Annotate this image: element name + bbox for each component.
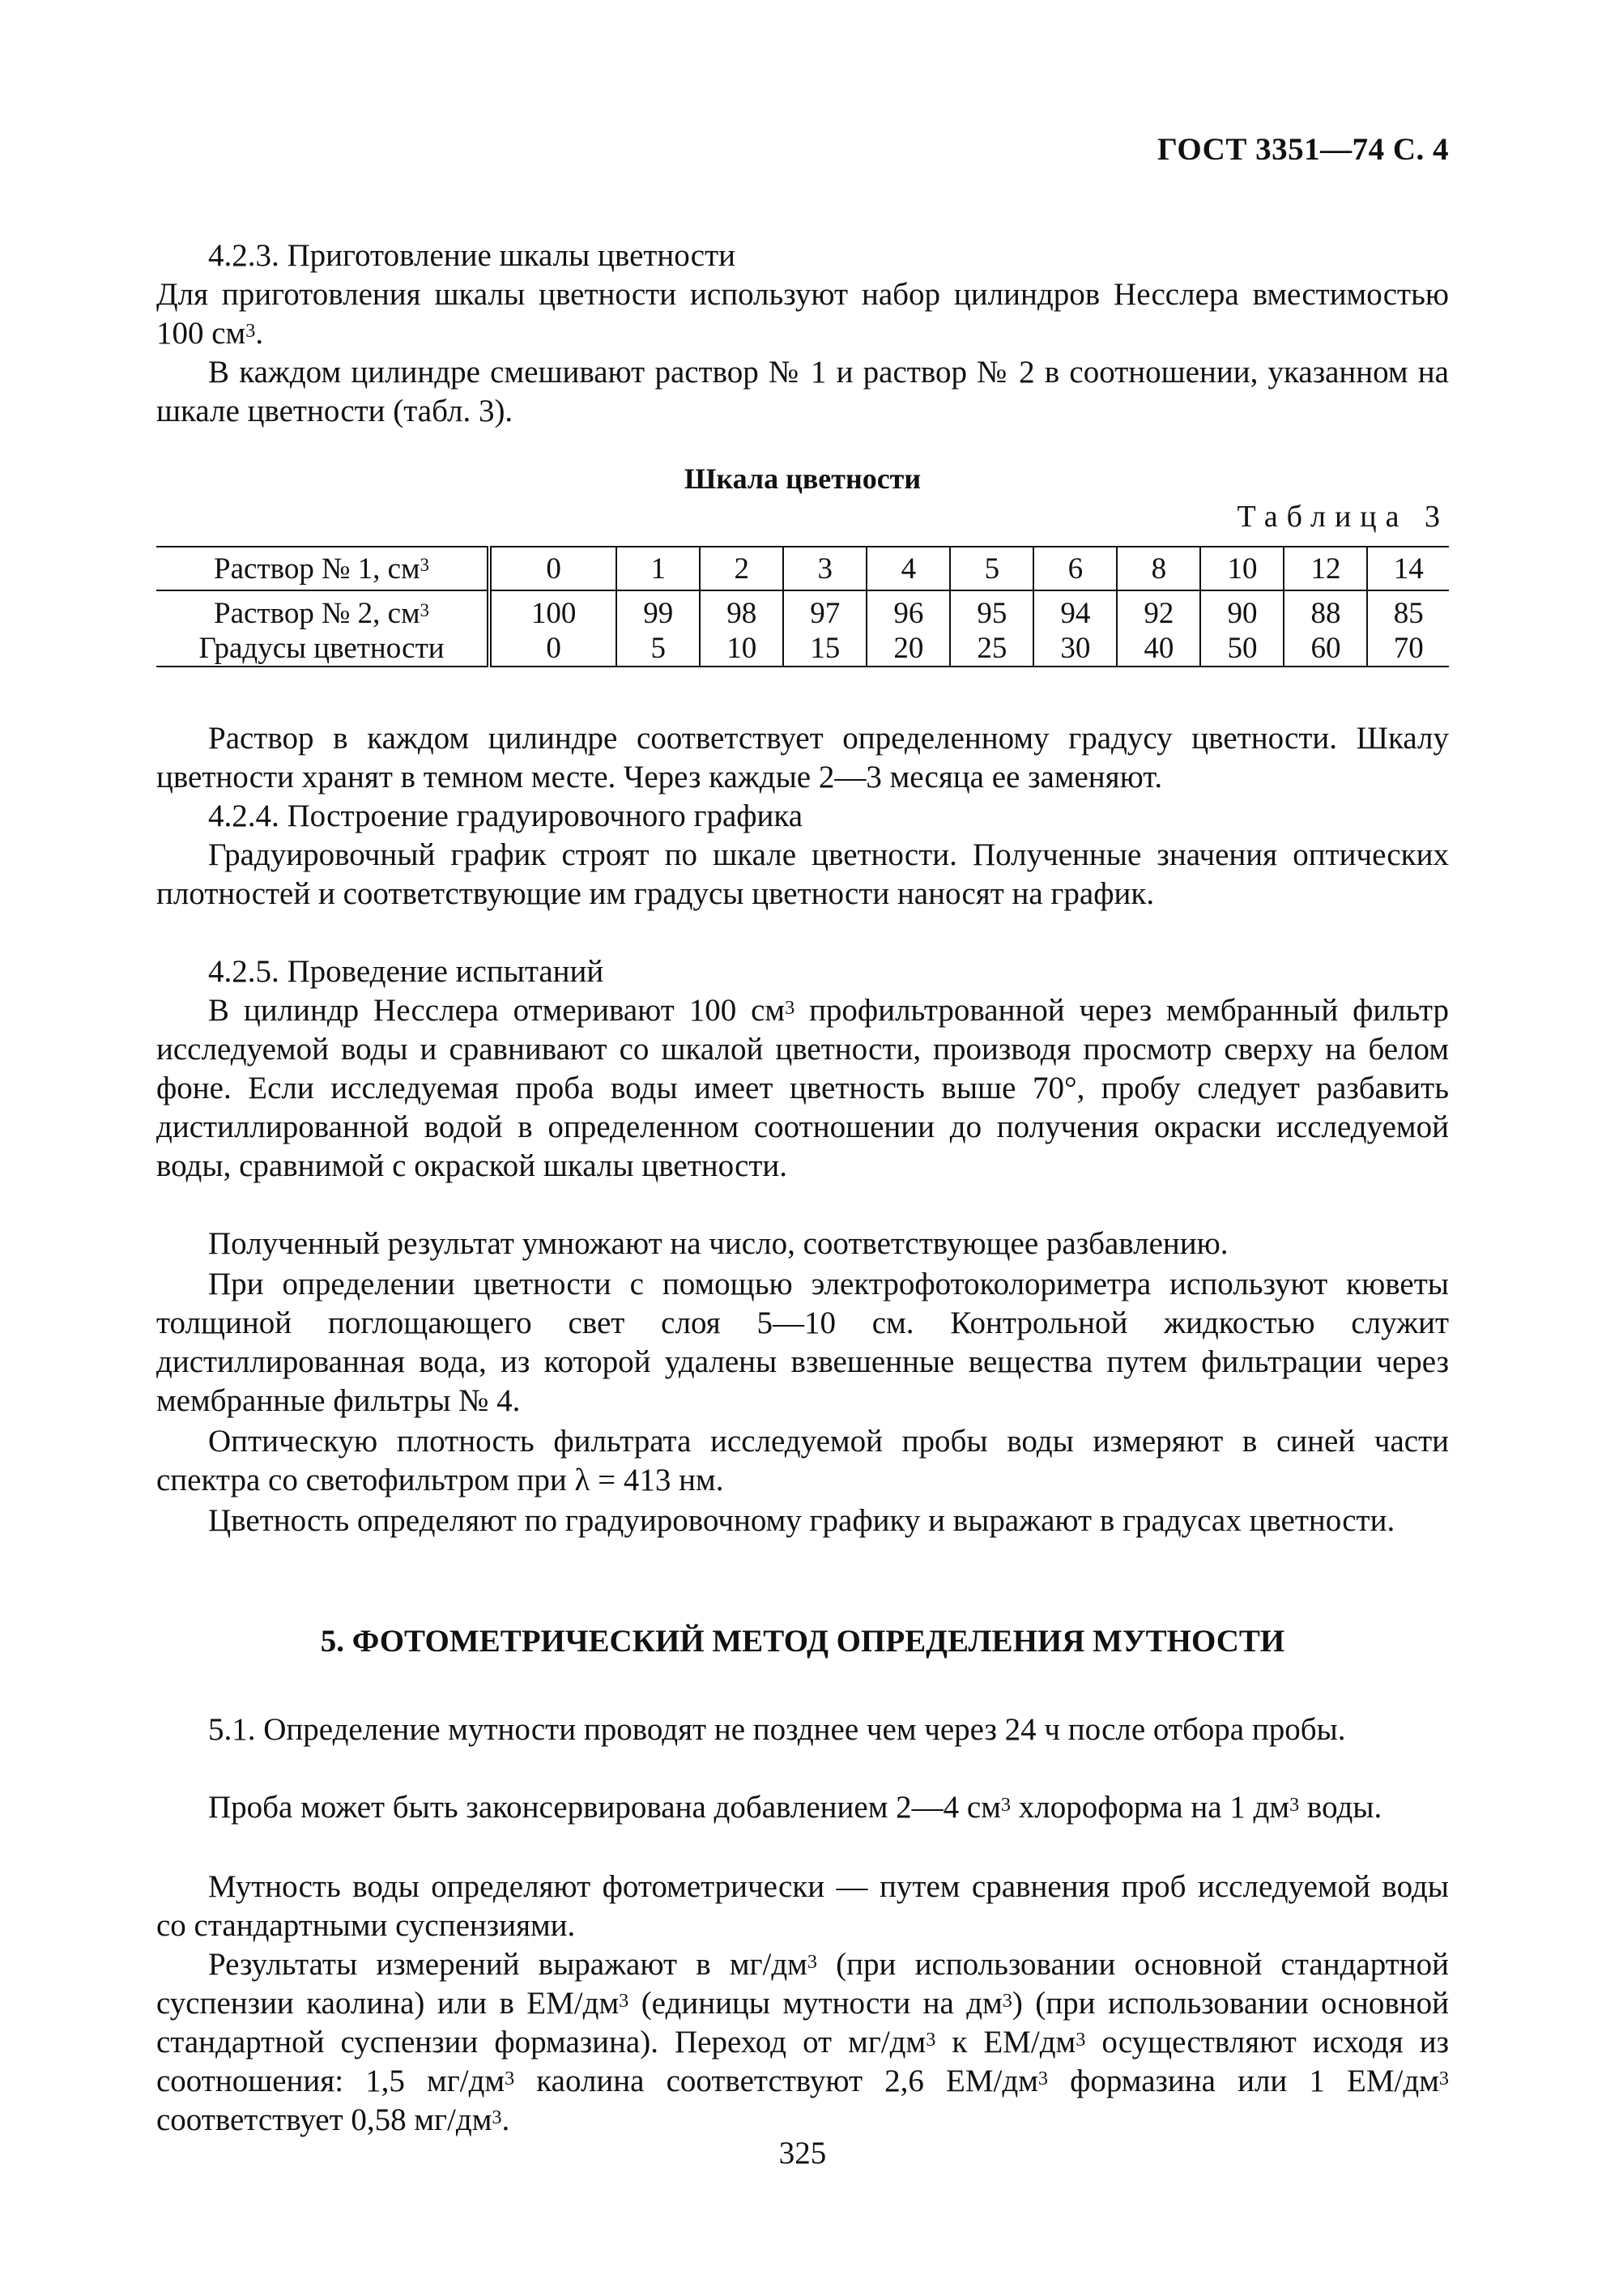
section-5-paragraph-1: 5.1. Определение мутности проводят не позднее чем через 24 ч после отбора пробы. <box>208 1712 1346 1747</box>
table-header-row <box>156 547 1449 590</box>
after-table-paragraph: Раствор в каждом цилиндре соответствует определенному градусу цветности. Шкалу цветности хранят в темном месте. Через каждые 2—3 месяца ее заменяют. <box>156 721 1449 794</box>
table-cell: 88 <box>1284 590 1367 631</box>
section-4-2-5-paragraph-2: Полученный результат умножают на число, соответствующее разбавлению. <box>208 1226 1229 1261</box>
table-header-cell: 3 <box>783 547 867 590</box>
table-cell: 99 <box>616 590 700 631</box>
section-4-2-5-paragraph-4: Оптическую плотность фильтрата исследуемой пробы воды измеряют в синей части спектра со светофильтром при λ = 413 нм. <box>156 1424 1449 1497</box>
section-4-2-5-paragraph-1: В цилиндр Несслера отмеривают 100 $см^3$ профильтрованной через мембранный фильтр исследуемой воды и сравнивают со шкалой цветности, производя просмотр сверху на белом фоне. Если исследуемая проба воды имеет цветность выше 70°, пробу следует разбавить дистиллированной водой в определенном соотношении до получения окраски исследуемой воды, сравнимой с окраской шкалы цветности. <box>156 993 1449 1183</box>
section-5-paragraph-3: Мутность воды определяют фотометрически — путем сравнения проб исследуемой воды со стандартными суспензиями. <box>156 1869 1449 1943</box>
table-header-cell: 0 <box>489 547 616 590</box>
table-cell: 40 <box>1117 631 1200 667</box>
table-row-label: Градусы цветности <box>156 631 489 667</box>
section-4-2-5-title: 4.2.5. Проведение испытаний <box>208 954 604 989</box>
table-cell: 10 <box>700 631 783 667</box>
table-header-cell: 10 <box>1200 547 1284 590</box>
table-cell: 92 <box>1117 590 1200 631</box>
table-cell: 85 <box>1367 590 1449 631</box>
section-4-2-5-paragraph-3: При определении цветности с помощью электрофотоколориметра используют кюветы толщиной поглощающего свет слоя 5—10 см. Контрольной жидкостью служит дистиллированная вода, из которой удалены взвешенные вещества путем фильтрации через мембранные фильтры № 4. <box>156 1267 1449 1418</box>
table-header-cell: 6 <box>1033 547 1117 590</box>
table-header-cell: 5 <box>950 547 1033 590</box>
section-4-2-3-title: 4.2.3. Приготовление шкалы цветности <box>208 238 735 273</box>
table-header-cell: 1 <box>616 547 700 590</box>
table-header-cell: 2 <box>700 547 783 590</box>
table-header-cell: 14 <box>1367 547 1449 590</box>
table-cell: 90 <box>1200 590 1284 631</box>
table-cell: 5 <box>616 631 700 667</box>
page-number: 325 <box>778 2136 827 2170</box>
color-scale-table <box>156 546 1449 667</box>
table-label: Таблица 3 <box>1237 500 1449 534</box>
table-cell: 97 <box>783 590 867 631</box>
table-row-label: Раствор № 2, $см^3$ <box>214 597 429 630</box>
section-4-2-5-paragraph-5: Цветность определяют по градуировочному графику и выражают в градусах цветности. <box>208 1503 1395 1538</box>
table-cell: 25 <box>950 631 1033 667</box>
table-title: Шкала цветности <box>684 462 922 495</box>
section-4-2-3-paragraph-2: В каждом цилиндре смешивают раствор № 1 и раствор № 2 в соотношении, указанном на шкале цветности (табл. 3). <box>156 355 1449 428</box>
table-header-cell: 4 <box>867 547 950 590</box>
section-4-2-3-paragraph-1: Для приготовления шкалы цветности используют набор цилиндров Несслера вместимостью 100 $см^3$. <box>156 277 1449 351</box>
table-cell: 20 <box>867 631 950 667</box>
section-5-paragraph-2: Проба может быть законсервирована добавлением 2—4 $см^3$ хлороформа на 1 $дм^3$ воды. <box>208 1790 1382 1825</box>
table-cell: 30 <box>1033 631 1117 667</box>
table-header-label: Раствор № 1, $см^3$ <box>156 547 489 590</box>
section-5-paragraph-4: Результаты измерений выражают в $мг/дм^3$ (при использовании основной стандартной суспензии каолина) или в $ЕМ/дм^3$ (единицы мутности на $дм^3$) (при использовании основной стандартной суспензии формазина). Переход от $мг/дм^3$ к $ЕМ/дм^3$ осуществляют исходя из соотношения: 1,5 $мг/дм^3$ каолина соответствуют 2,6 $ЕМ/дм^3$ формазина или 1 $ЕМ/дм^3$ соответствует 0,58 $мг/дм^3$. <box>156 1947 1449 2137</box>
section-5-title: 5. ФОТОМЕТРИЧЕСКИЙ МЕТОД ОПРЕДЕЛЕНИЯ МУТНОСТИ <box>320 1624 1285 1659</box>
table-cell: 60 <box>1284 631 1367 667</box>
section-4-2-4-title: 4.2.4. Построение градуировочного графика <box>208 799 803 833</box>
table-cell: 0 <box>489 631 616 667</box>
table-cell: 95 <box>950 590 1033 631</box>
section-4-2-4-paragraph: Градуировочный график строят по шкале цветности. Полученные значения оптических плотностей и соответствующие им градусы цветности наносят на график. <box>156 837 1449 911</box>
table-row <box>156 631 1449 667</box>
table-header-cell: 12 <box>1284 547 1367 590</box>
table-cell: 96 <box>867 590 950 631</box>
table-cell: 70 <box>1367 631 1449 667</box>
document-header: ГОСТ 3351—74 С. 4 <box>1157 132 1449 167</box>
table-cell: 98 <box>700 590 783 631</box>
table-row <box>156 590 1449 631</box>
table-header-cell: 8 <box>1117 547 1200 590</box>
table-cell: 15 <box>783 631 867 667</box>
table-cell: 100 <box>489 590 616 631</box>
table-cell: 94 <box>1033 590 1117 631</box>
table-cell: 50 <box>1200 631 1284 667</box>
